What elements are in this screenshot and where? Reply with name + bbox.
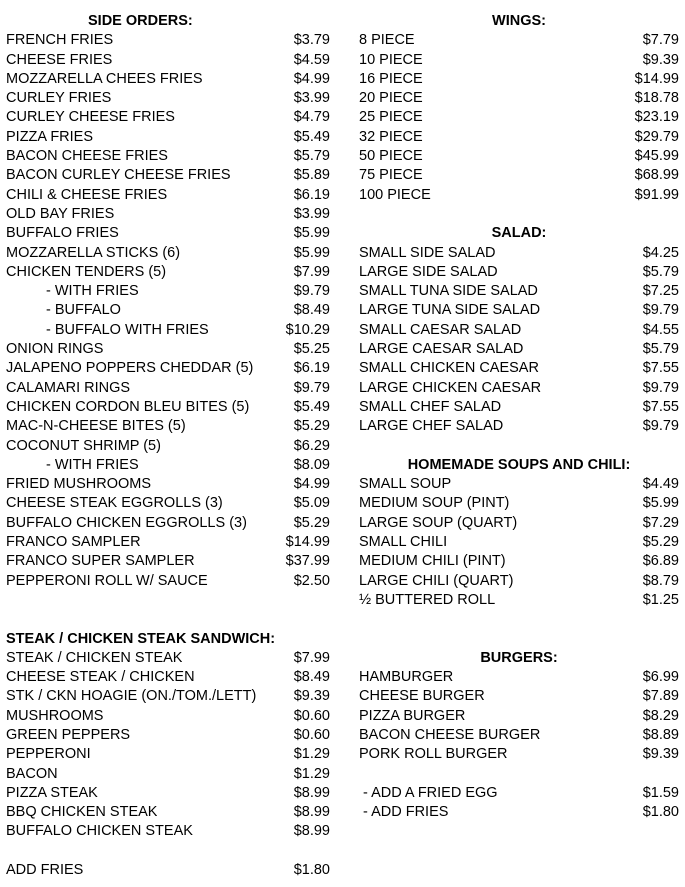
item-name: 100 PIECE xyxy=(359,186,431,203)
item-price: $7.55 xyxy=(642,360,679,377)
item-name: LARGE TUNA SIDE SALAD xyxy=(359,302,541,319)
item-name: - BUFFALO WITH FRIES xyxy=(46,321,209,338)
menu-item xyxy=(359,784,679,803)
menu-item xyxy=(6,398,330,417)
item-name: LARGE CAESAR SALAD xyxy=(359,341,524,358)
item-name: SMALL TUNA SIDE SALAD xyxy=(359,283,538,300)
item-price: $8.99 xyxy=(293,823,330,840)
item-name: - WITH FRIES xyxy=(46,283,139,300)
item-name: ADD FRIES xyxy=(6,862,84,879)
item-price: $5.49 xyxy=(293,398,330,415)
item-price: $4.99 xyxy=(293,476,330,493)
item-price: $8.99 xyxy=(293,784,330,801)
item-name: LARGE SOUP (QUART) xyxy=(359,514,518,531)
item-name: CHEESE STEAK / CHICKEN xyxy=(6,669,195,686)
item-name: FRENCH FRIES xyxy=(6,32,114,49)
item-price: $5.79 xyxy=(293,148,330,165)
item-name: 32 PIECE xyxy=(359,128,423,145)
item-price: $5.99 xyxy=(293,244,330,261)
item-name: MOZZARELLA STICKS (6) xyxy=(6,244,181,261)
menu-item xyxy=(359,70,679,89)
item-name: FRANCO SAMPLER xyxy=(6,534,141,551)
item-name: - BUFFALO xyxy=(46,302,121,319)
item-price: $8.49 xyxy=(293,302,330,319)
menu-item xyxy=(6,340,330,359)
menu-item xyxy=(359,301,679,320)
item-name: 75 PIECE xyxy=(359,167,423,184)
item-name: LARGE SIDE SALAD xyxy=(359,263,498,280)
item-price: $45.99 xyxy=(634,148,679,165)
item-price: $1.80 xyxy=(293,862,330,879)
menu-item xyxy=(359,591,679,610)
burger-addons-list xyxy=(359,784,679,823)
item-price: $6.19 xyxy=(293,186,330,203)
item-name: BBQ CHICKEN STEAK xyxy=(6,804,158,821)
menu-item xyxy=(6,668,330,687)
item-price: $1.29 xyxy=(293,765,330,782)
right-column xyxy=(359,12,679,822)
item-price: $7.99 xyxy=(293,649,330,666)
soups-heading: HOMEMADE SOUPS AND CHILI: xyxy=(407,456,631,473)
item-name: MUSHROOMS xyxy=(6,707,104,724)
wings-heading: WINGS: xyxy=(492,13,546,29)
item-price: $9.39 xyxy=(642,746,679,763)
item-price: $7.89 xyxy=(642,688,679,705)
menu-item-add-fries xyxy=(6,861,330,880)
item-name: STK / CKN HOAGIE (ON./TOM./LETT) xyxy=(6,688,257,705)
item-name: BACON CHEESE BURGER xyxy=(359,726,541,743)
menu-item xyxy=(359,166,679,185)
item-name: COCONUT SHRIMP (5) xyxy=(6,437,161,454)
item-price: $5.25 xyxy=(293,341,330,358)
item-price: $8.99 xyxy=(293,804,330,821)
menu-item xyxy=(359,572,679,591)
menu-item xyxy=(359,745,679,764)
item-price: $1.59 xyxy=(642,784,679,801)
item-price: $14.99 xyxy=(634,70,679,87)
item-price: $6.19 xyxy=(293,360,330,377)
salad-list xyxy=(359,244,679,437)
spacer xyxy=(6,610,330,629)
item-name: CURLEY CHEESE FRIES xyxy=(6,109,175,126)
item-price: $0.60 xyxy=(293,726,330,743)
menu-item xyxy=(6,687,330,706)
menu-item xyxy=(6,359,330,378)
item-price: $8.49 xyxy=(293,669,330,686)
menu-item xyxy=(359,321,679,340)
menu-item xyxy=(6,321,330,340)
item-name: BACON xyxy=(6,765,58,782)
menu-item xyxy=(6,263,330,282)
item-name: PIZZA FRIES xyxy=(6,128,94,145)
item-name: PIZZA BURGER xyxy=(359,707,466,724)
left-column xyxy=(6,12,330,880)
menu-item xyxy=(6,379,330,398)
item-price: $9.39 xyxy=(642,51,679,68)
item-name: HAMBURGER xyxy=(359,669,454,686)
item-price: $4.79 xyxy=(293,109,330,126)
menu-item xyxy=(6,224,330,243)
spacer xyxy=(6,591,330,610)
item-name: MAC-N-CHEESE BITES (5) xyxy=(6,418,186,435)
item-name: ½ BUTTERED ROLL xyxy=(359,591,496,608)
menu-item xyxy=(359,359,679,378)
item-name: PEPPERONI ROLL W/ SAUCE xyxy=(6,572,208,589)
item-name: CURLEY FRIES xyxy=(6,90,112,107)
spacer xyxy=(6,842,330,861)
item-price: $9.79 xyxy=(293,379,330,396)
item-name: CHICKEN CORDON BLEU BITES (5) xyxy=(6,398,250,415)
item-price: $4.99 xyxy=(293,70,330,87)
item-price: $3.99 xyxy=(293,90,330,107)
menu-item xyxy=(6,707,330,726)
menu-item xyxy=(359,379,679,398)
item-price: $8.89 xyxy=(642,726,679,743)
item-price: $9.79 xyxy=(293,283,330,300)
menu-item xyxy=(6,205,330,224)
item-name: CHEESE FRIES xyxy=(6,51,113,68)
item-name: PORK ROLL BURGER xyxy=(359,746,508,763)
menu-item xyxy=(359,340,679,359)
menu-item xyxy=(359,687,679,706)
burgers-list xyxy=(359,668,679,764)
item-price: $5.29 xyxy=(642,534,679,551)
item-name: GREEN PEPPERS xyxy=(6,726,131,743)
item-name: MOZZARELLA CHEES FRIES xyxy=(6,70,203,87)
menu-item xyxy=(359,244,679,263)
item-name: OLD BAY FRIES xyxy=(6,205,115,222)
menu-item xyxy=(359,398,679,417)
item-name: SMALL SIDE SALAD xyxy=(359,244,496,261)
menu-item xyxy=(359,147,679,166)
item-price: $7.25 xyxy=(642,283,679,300)
menu-item xyxy=(6,108,330,127)
menu-item xyxy=(359,31,679,50)
item-price: $23.19 xyxy=(634,109,679,126)
item-price: $0.60 xyxy=(293,707,330,724)
menu-item xyxy=(6,649,330,668)
item-name: 50 PIECE xyxy=(359,148,423,165)
item-name: MEDIUM SOUP (PINT) xyxy=(359,495,510,512)
menu-item xyxy=(359,108,679,127)
item-price: $9.79 xyxy=(642,379,679,396)
menu-item xyxy=(359,475,679,494)
item-price: $9.79 xyxy=(642,418,679,435)
item-name: SMALL CAESAR SALAD xyxy=(359,321,522,338)
item-price: $4.49 xyxy=(642,476,679,493)
wings-list xyxy=(359,31,679,205)
menu-item xyxy=(6,31,330,50)
menu-item xyxy=(6,745,330,764)
item-price: $7.29 xyxy=(642,514,679,531)
spacer xyxy=(359,765,679,784)
menu-item xyxy=(6,282,330,301)
menu-item xyxy=(6,417,330,436)
item-name: 25 PIECE xyxy=(359,109,423,126)
item-name: SMALL SOUP xyxy=(359,476,452,493)
item-price: $5.09 xyxy=(293,495,330,512)
item-price: $10.29 xyxy=(285,321,330,338)
salad-heading: SALAD: xyxy=(491,225,547,242)
item-name: JALAPENO POPPERS CHEDDAR (5) xyxy=(6,360,254,377)
item-name: SMALL CHEF SALAD xyxy=(359,398,502,415)
item-name: LARGE CHICKEN CAESAR xyxy=(359,379,542,396)
side-orders-heading: SIDE ORDERS: xyxy=(88,13,193,29)
menu-item xyxy=(6,89,330,108)
item-price: $5.79 xyxy=(642,263,679,280)
item-name: SMALL CHICKEN CAESAR xyxy=(359,360,539,377)
item-price: $6.29 xyxy=(293,437,330,454)
item-price: $7.99 xyxy=(293,263,330,280)
item-name: SMALL CHILI xyxy=(359,534,448,551)
menu-item xyxy=(6,244,330,263)
menu-item xyxy=(6,166,330,185)
item-name: BUFFALO FRIES xyxy=(6,225,119,242)
menu-item xyxy=(6,822,330,841)
item-name: STEAK / CHICKEN STEAK xyxy=(6,649,183,666)
item-name: BACON CURLEY CHEESE FRIES xyxy=(6,167,231,184)
item-price: $5.49 xyxy=(293,128,330,145)
menu-item xyxy=(6,186,330,205)
item-price: $5.99 xyxy=(642,495,679,512)
menu-item xyxy=(6,765,330,784)
item-price: $2.50 xyxy=(293,572,330,589)
item-price: $3.99 xyxy=(293,205,330,222)
item-price: $5.99 xyxy=(293,225,330,242)
menu-item xyxy=(6,514,330,533)
item-price: $68.99 xyxy=(634,167,679,184)
menu-item xyxy=(359,128,679,147)
item-price: $5.29 xyxy=(293,418,330,435)
item-price: $18.78 xyxy=(634,90,679,107)
item-price: $8.79 xyxy=(642,572,679,589)
menu-item xyxy=(6,552,330,571)
side-orders-list xyxy=(6,31,330,591)
menu-item xyxy=(359,186,679,205)
menu-item xyxy=(6,726,330,745)
menu-item xyxy=(6,572,330,591)
item-price: $3.79 xyxy=(293,32,330,49)
item-price: $14.99 xyxy=(285,534,330,551)
item-price: $6.89 xyxy=(642,553,679,570)
menu-item xyxy=(6,533,330,552)
item-name: LARGE CHILI (QUART) xyxy=(359,572,514,589)
menu-item xyxy=(359,417,679,436)
item-name: 8 PIECE xyxy=(359,32,415,49)
item-name: CHEESE BURGER xyxy=(359,688,485,705)
menu-item xyxy=(359,552,679,571)
menu-item xyxy=(6,494,330,513)
menu-item xyxy=(6,70,330,89)
item-name: CHEESE STEAK EGGROLLS (3) xyxy=(6,495,223,512)
menu-item xyxy=(6,784,330,803)
item-name: LARGE CHEF SALAD xyxy=(359,418,504,435)
item-name: PIZZA STEAK xyxy=(6,784,98,801)
steak-heading: STEAK / CHICKEN STEAK SANDWICH: xyxy=(6,630,276,647)
item-price: $1.25 xyxy=(642,591,679,608)
item-name: MEDIUM CHILI (PINT) xyxy=(359,553,506,570)
menu-item xyxy=(6,51,330,70)
item-name: BACON CHEESE FRIES xyxy=(6,148,168,165)
menu-item xyxy=(6,128,330,147)
menu-item xyxy=(6,803,330,822)
item-price: $37.99 xyxy=(285,553,330,570)
item-name: CALAMARI RINGS xyxy=(6,379,131,396)
menu-item xyxy=(6,437,330,456)
menu-item xyxy=(6,301,330,320)
item-name: 16 PIECE xyxy=(359,70,423,87)
item-name: CHICKEN TENDERS (5) xyxy=(6,263,167,280)
item-price: $7.55 xyxy=(642,398,679,415)
item-price: $29.79 xyxy=(634,128,679,145)
item-price: $4.59 xyxy=(293,51,330,68)
item-price: $5.79 xyxy=(642,341,679,358)
menu-item xyxy=(359,803,679,822)
menu-item xyxy=(359,533,679,552)
spacer xyxy=(359,610,679,629)
item-price: $6.99 xyxy=(642,669,679,686)
item-price: $1.80 xyxy=(642,804,679,821)
menu-item xyxy=(6,475,330,494)
burgers-heading: BURGERS: xyxy=(480,649,558,666)
menu-item xyxy=(359,282,679,301)
item-name: 20 PIECE xyxy=(359,90,423,107)
item-name: PEPPERONI xyxy=(6,746,91,763)
item-price: $1.29 xyxy=(293,746,330,763)
item-name: CHILI & CHEESE FRIES xyxy=(6,186,168,203)
item-name: - ADD FRIES xyxy=(359,804,449,821)
menu-item xyxy=(6,147,330,166)
menu-item xyxy=(359,51,679,70)
item-name: FRIED MUSHROOMS xyxy=(6,476,151,493)
menu-item xyxy=(359,707,679,726)
spacer xyxy=(359,205,679,224)
item-price: $4.55 xyxy=(642,321,679,338)
item-name: BUFFALO CHICKEN EGGROLLS (3) xyxy=(6,514,247,531)
spacer xyxy=(359,630,679,649)
steak-list xyxy=(6,649,330,842)
item-name: FRANCO SUPER SAMPLER xyxy=(6,553,195,570)
menu-item xyxy=(359,494,679,513)
item-name: 10 PIECE xyxy=(359,51,423,68)
menu-item xyxy=(6,456,330,475)
item-price: $5.29 xyxy=(293,514,330,531)
menu-item xyxy=(359,668,679,687)
item-name: BUFFALO CHICKEN STEAK xyxy=(6,823,193,840)
menu-item xyxy=(359,514,679,533)
soups-list xyxy=(359,475,679,610)
item-price: $9.79 xyxy=(642,302,679,319)
item-name: - ADD A FRIED EGG xyxy=(359,784,498,801)
item-price: $8.09 xyxy=(293,456,330,473)
item-price: $7.79 xyxy=(642,32,679,49)
item-price: $4.25 xyxy=(642,244,679,261)
item-price: $91.99 xyxy=(634,186,679,203)
menu-item xyxy=(359,89,679,108)
item-name: - WITH FRIES xyxy=(46,456,139,473)
spacer xyxy=(359,437,679,456)
item-price: $8.29 xyxy=(642,707,679,724)
menu-item xyxy=(359,726,679,745)
item-price: $5.89 xyxy=(293,167,330,184)
item-name: ONION RINGS xyxy=(6,341,104,358)
menu-item xyxy=(359,263,679,282)
item-price: $9.39 xyxy=(293,688,330,705)
